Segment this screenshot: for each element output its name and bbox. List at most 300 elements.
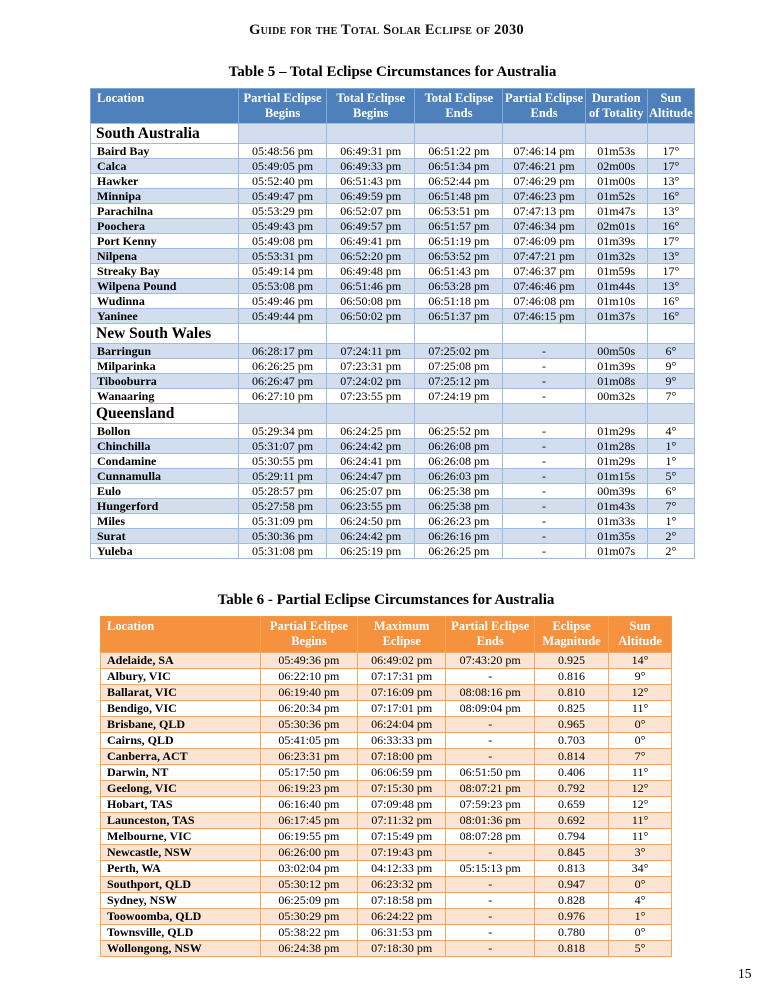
cell-value: 05:53:29 pm: [238, 204, 326, 219]
cell-value: 4°: [647, 424, 694, 439]
table-row: [91, 499, 695, 514]
cell-empty: [647, 404, 694, 424]
table6: [100, 616, 672, 957]
cell-location: Nilpena: [91, 249, 239, 264]
cell-value: 0.692: [534, 813, 608, 829]
cell-value: 06:52:44 pm: [415, 174, 503, 189]
column-header: Total Eclipse Begins: [327, 89, 415, 124]
cell-value: 05:41:05 pm: [260, 733, 357, 749]
cell-value: -: [503, 344, 585, 359]
cell-value: 07:46:46 pm: [503, 279, 585, 294]
column-header: Sun Altitude: [647, 89, 694, 124]
cell-value: 06:24:42 pm: [327, 439, 415, 454]
cell-value: 06:24:50 pm: [327, 514, 415, 529]
cell-value: 07:15:30 pm: [357, 781, 446, 797]
cell-value: 05:17:50 pm: [260, 765, 357, 781]
table-row: [91, 454, 695, 469]
table-row: [91, 309, 695, 324]
cell-location: Parachilna: [91, 204, 239, 219]
cell-value: 05:49:36 pm: [260, 653, 357, 669]
cell-value: -: [446, 925, 535, 941]
cell-location: Perth, WA: [101, 861, 261, 877]
cell-location: Surat: [91, 529, 239, 544]
cell-value: 06:51:50 pm: [446, 765, 535, 781]
cell-value: 06:50:02 pm: [327, 309, 415, 324]
cell-value: 12°: [609, 797, 672, 813]
cell-value: 06:53:51 pm: [415, 204, 503, 219]
cell-value: 06:26:25 pm: [415, 544, 503, 559]
cell-location: Poochera: [91, 219, 239, 234]
cell-value: 08:07:28 pm: [446, 829, 535, 845]
cell-value: 0.406: [534, 765, 608, 781]
cell-value: 0.794: [534, 829, 608, 845]
table-row: [101, 717, 672, 733]
cell-value: 01m35s: [585, 529, 647, 544]
cell-value: 06:25:07 pm: [327, 484, 415, 499]
cell-value: 01m37s: [585, 309, 647, 324]
cell-value: 1°: [647, 514, 694, 529]
cell-value: 4°: [609, 893, 672, 909]
cell-value: -: [446, 733, 535, 749]
cell-value: 07:23:55 pm: [327, 389, 415, 404]
cell-location: Wudinna: [91, 294, 239, 309]
cell-value: 17°: [647, 159, 694, 174]
cell-location: Yuleba: [91, 544, 239, 559]
cell-value: 05:27:58 pm: [238, 499, 326, 514]
table-row: [101, 685, 672, 701]
cell-value: -: [503, 544, 585, 559]
table-row: [101, 845, 672, 861]
cell-empty: [238, 324, 326, 344]
column-header: Maximum Eclipse: [357, 617, 446, 653]
cell-location: Milparinka: [91, 359, 239, 374]
cell-value: 05:49:05 pm: [238, 159, 326, 174]
cell-value: 05:30:36 pm: [260, 717, 357, 733]
cell-empty: [585, 404, 647, 424]
table-row: [101, 733, 672, 749]
cell-value: 0.825: [534, 701, 608, 717]
cell-value: -: [503, 499, 585, 514]
cell-location: Adelaide, SA: [101, 653, 261, 669]
cell-empty: [585, 124, 647, 144]
table-row: [101, 941, 672, 957]
cell-value: 16°: [647, 219, 694, 234]
cell-value: 06:24:47 pm: [327, 469, 415, 484]
cell-value: 05:30:55 pm: [238, 454, 326, 469]
table-row: [101, 925, 672, 941]
cell-location: Wilpena Pound: [91, 279, 239, 294]
cell-value: 02m00s: [585, 159, 647, 174]
column-header: Total Eclipse Ends: [415, 89, 503, 124]
cell-value: 06:24:04 pm: [357, 717, 446, 733]
cell-value: 07:25:02 pm: [415, 344, 503, 359]
cell-value: 08:09:04 pm: [446, 701, 535, 717]
cell-value: 08:08:16 pm: [446, 685, 535, 701]
column-header: Eclipse Magnitude: [534, 617, 608, 653]
cell-value: 06:51:37 pm: [415, 309, 503, 324]
cell-value: 9°: [647, 374, 694, 389]
section-label: New South Wales: [91, 324, 239, 344]
cell-value: 16°: [647, 189, 694, 204]
table-row: [101, 701, 672, 717]
cell-value: -: [503, 424, 585, 439]
cell-value: 00m50s: [585, 344, 647, 359]
cell-value: 7°: [647, 499, 694, 514]
cell-value: -: [503, 514, 585, 529]
cell-value: 06:16:40 pm: [260, 797, 357, 813]
cell-value: 01m33s: [585, 514, 647, 529]
cell-value: 06:25:38 pm: [415, 484, 503, 499]
cell-value: 5°: [609, 941, 672, 957]
cell-value: -: [446, 717, 535, 733]
table-row: [91, 144, 695, 159]
cell-value: 05:29:34 pm: [238, 424, 326, 439]
cell-value: 07:47:13 pm: [503, 204, 585, 219]
cell-value: 07:46:29 pm: [503, 174, 585, 189]
cell-location: Eulo: [91, 484, 239, 499]
cell-value: 06:26:03 pm: [415, 469, 503, 484]
cell-value: 07:17:31 pm: [357, 669, 446, 685]
cell-value: 06:20:34 pm: [260, 701, 357, 717]
table-row: [91, 249, 695, 264]
cell-value: 06:51:22 pm: [415, 144, 503, 159]
cell-value: 05:52:40 pm: [238, 174, 326, 189]
cell-value: 06:24:41 pm: [327, 454, 415, 469]
cell-value: 0.792: [534, 781, 608, 797]
cell-value: 11°: [609, 813, 672, 829]
cell-value: 06:26:25 pm: [238, 359, 326, 374]
cell-value: 06:52:20 pm: [327, 249, 415, 264]
cell-value: 07:25:08 pm: [415, 359, 503, 374]
cell-value: 3°: [609, 845, 672, 861]
cell-value: 0°: [609, 733, 672, 749]
cell-value: 06:51:43 pm: [327, 174, 415, 189]
cell-value: 05:49:14 pm: [238, 264, 326, 279]
table5-title: Table 5 – Total Eclipse Circumstances for Australia: [228, 64, 557, 80]
cell-value: 0.780: [534, 925, 608, 941]
cell-location: Cairns, QLD: [101, 733, 261, 749]
cell-value: 00m32s: [585, 389, 647, 404]
table-row: [101, 765, 672, 781]
cell-value: 01m43s: [585, 499, 647, 514]
cell-value: 34°: [609, 861, 672, 877]
cell-value: 05:15:13 pm: [446, 861, 535, 877]
cell-value: 06:17:45 pm: [260, 813, 357, 829]
cell-value: 03:02:04 pm: [260, 861, 357, 877]
cell-value: 08:01:36 pm: [446, 813, 535, 829]
cell-value: 06:51:43 pm: [415, 264, 503, 279]
cell-location: Port Kenny: [91, 234, 239, 249]
cell-value: 07:18:00 pm: [357, 749, 446, 765]
cell-value: 2°: [647, 529, 694, 544]
cell-location: Bollon: [91, 424, 239, 439]
table-row: [91, 204, 695, 219]
cell-value: 01m59s: [585, 264, 647, 279]
cell-value: 12°: [609, 781, 672, 797]
table-row: [91, 514, 695, 529]
table6-header-row: [101, 617, 672, 653]
cell-value: 07:18:30 pm: [357, 941, 446, 957]
cell-value: 06:25:19 pm: [327, 544, 415, 559]
page-header: Guide for the Total Solar Eclipse of 2030: [249, 22, 524, 38]
cell-value: 01m29s: [585, 454, 647, 469]
cell-empty: [327, 324, 415, 344]
cell-value: 00m39s: [585, 484, 647, 499]
table5-body: [91, 124, 695, 559]
cell-value: -: [446, 845, 535, 861]
column-header: Duration of Totality: [585, 89, 647, 124]
cell-value: 07:18:58 pm: [357, 893, 446, 909]
cell-value: 06:24:25 pm: [327, 424, 415, 439]
cell-value: 06:24:42 pm: [327, 529, 415, 544]
cell-value: 06:19:40 pm: [260, 685, 357, 701]
cell-value: 06:23:55 pm: [327, 499, 415, 514]
cell-empty: [647, 324, 694, 344]
cell-location: Hobart, TAS: [101, 797, 261, 813]
cell-value: 05:29:11 pm: [238, 469, 326, 484]
cell-location: Miles: [91, 514, 239, 529]
cell-value: 06:49:02 pm: [357, 653, 446, 669]
cell-value: 07:46:34 pm: [503, 219, 585, 234]
cell-value: 07:24:19 pm: [415, 389, 503, 404]
cell-value: -: [446, 909, 535, 925]
table-row: [101, 829, 672, 845]
cell-value: 11°: [609, 701, 672, 717]
table-row: [91, 294, 695, 309]
cell-value: 06:25:52 pm: [415, 424, 503, 439]
cell-empty: [415, 404, 503, 424]
cell-value: -: [503, 484, 585, 499]
cell-value: 01m53s: [585, 144, 647, 159]
cell-value: -: [446, 877, 535, 893]
table-row: [101, 813, 672, 829]
cell-value: 07:43:20 pm: [446, 653, 535, 669]
cell-value: 6°: [647, 484, 694, 499]
cell-location: Townsville, QLD: [101, 925, 261, 941]
cell-value: 0.976: [534, 909, 608, 925]
cell-value: 05:53:08 pm: [238, 279, 326, 294]
cell-value: -: [446, 669, 535, 685]
cell-value: 07:24:02 pm: [327, 374, 415, 389]
cell-value: 7°: [609, 749, 672, 765]
cell-location: Hungerford: [91, 499, 239, 514]
cell-value: 05:30:36 pm: [238, 529, 326, 544]
cell-value: 07:19:43 pm: [357, 845, 446, 861]
cell-value: 0.816: [534, 669, 608, 685]
cell-value: 06:50:08 pm: [327, 294, 415, 309]
cell-value: 9°: [609, 669, 672, 685]
cell-value: -: [503, 439, 585, 454]
section-row: [91, 324, 695, 344]
table-row: [91, 174, 695, 189]
table-row: [101, 861, 672, 877]
cell-value: 16°: [647, 294, 694, 309]
cell-value: 2°: [647, 544, 694, 559]
cell-value: 16°: [647, 309, 694, 324]
cell-value: 06:22:10 pm: [260, 669, 357, 685]
cell-location: Sydney, NSW: [101, 893, 261, 909]
cell-empty: [238, 404, 326, 424]
cell-location: Ballarat, VIC: [101, 685, 261, 701]
cell-value: 0.810: [534, 685, 608, 701]
cell-value: 06:51:48 pm: [415, 189, 503, 204]
cell-value: 17°: [647, 144, 694, 159]
table-row: [91, 279, 695, 294]
cell-value: 06:06:59 pm: [357, 765, 446, 781]
column-header: Partial Eclipse Ends: [503, 89, 585, 124]
table-row: [91, 234, 695, 249]
cell-empty: [415, 124, 503, 144]
table5-header-row: [91, 89, 695, 124]
table-row: [91, 159, 695, 174]
section-label: Queensland: [91, 404, 239, 424]
cell-value: 0.965: [534, 717, 608, 733]
cell-location: Southport, QLD: [101, 877, 261, 893]
cell-value: 06:51:57 pm: [415, 219, 503, 234]
cell-value: -: [503, 454, 585, 469]
cell-value: 05:31:08 pm: [238, 544, 326, 559]
cell-value: 06:27:10 pm: [238, 389, 326, 404]
cell-location: Barringun: [91, 344, 239, 359]
cell-value: 0°: [609, 717, 672, 733]
cell-value: 05:49:44 pm: [238, 309, 326, 324]
cell-value: 05:53:31 pm: [238, 249, 326, 264]
cell-value: 01m39s: [585, 359, 647, 374]
table-row: [91, 439, 695, 454]
table6-title: Table 6 - Partial Eclipse Circumstances for Australia: [217, 592, 555, 608]
column-header: Partial Eclipse Begins: [260, 617, 357, 653]
cell-value: 07:24:11 pm: [327, 344, 415, 359]
cell-value: 06:31:53 pm: [357, 925, 446, 941]
cell-value: 06:51:18 pm: [415, 294, 503, 309]
cell-location: Toowoomba, QLD: [101, 909, 261, 925]
cell-location: Albury, VIC: [101, 669, 261, 685]
cell-value: 07:46:37 pm: [503, 264, 585, 279]
cell-location: Chinchilla: [91, 439, 239, 454]
cell-location: Newcastle, NSW: [101, 845, 261, 861]
cell-value: 06:33:33 pm: [357, 733, 446, 749]
cell-value: 06:19:23 pm: [260, 781, 357, 797]
table-row: [91, 264, 695, 279]
cell-value: 0°: [609, 877, 672, 893]
cell-value: 06:49:41 pm: [327, 234, 415, 249]
cell-location: Yaninee: [91, 309, 239, 324]
cell-value: 5°: [647, 469, 694, 484]
cell-value: 01m07s: [585, 544, 647, 559]
cell-value: 0.925: [534, 653, 608, 669]
cell-value: 01m44s: [585, 279, 647, 294]
cell-location: Darwin, NT: [101, 765, 261, 781]
cell-value: 06:25:38 pm: [415, 499, 503, 514]
cell-value: 06:49:48 pm: [327, 264, 415, 279]
column-header: Partial Eclipse Begins: [238, 89, 326, 124]
cell-value: 13°: [647, 204, 694, 219]
cell-value: 06:51:34 pm: [415, 159, 503, 174]
table-row: [91, 389, 695, 404]
cell-value: -: [503, 374, 585, 389]
cell-value: 06:28:17 pm: [238, 344, 326, 359]
cell-value: 07:47:21 pm: [503, 249, 585, 264]
table-row: [101, 797, 672, 813]
cell-value: 06:49:59 pm: [327, 189, 415, 204]
cell-value: 05:30:29 pm: [260, 909, 357, 925]
cell-value: 06:51:19 pm: [415, 234, 503, 249]
cell-value: 05:28:57 pm: [238, 484, 326, 499]
cell-value: 07:11:32 pm: [357, 813, 446, 829]
cell-value: 05:30:12 pm: [260, 877, 357, 893]
cell-value: 13°: [647, 174, 694, 189]
table-row: [101, 893, 672, 909]
column-header: Partial Eclipse Ends: [446, 617, 535, 653]
cell-empty: [585, 324, 647, 344]
cell-value: 06:51:46 pm: [327, 279, 415, 294]
cell-value: 08:07:21 pm: [446, 781, 535, 797]
table-row: [91, 424, 695, 439]
cell-value: 12°: [609, 685, 672, 701]
cell-value: 06:26:47 pm: [238, 374, 326, 389]
table-row: [91, 189, 695, 204]
cell-empty: [503, 324, 585, 344]
cell-location: Condamine: [91, 454, 239, 469]
cell-value: 07:25:12 pm: [415, 374, 503, 389]
cell-location: Brisbane, QLD: [101, 717, 261, 733]
cell-value: 02m01s: [585, 219, 647, 234]
cell-empty: [415, 324, 503, 344]
cell-location: Wollongong, NSW: [101, 941, 261, 957]
cell-value: 06:19:55 pm: [260, 829, 357, 845]
cell-value: 01m10s: [585, 294, 647, 309]
table-row: [101, 909, 672, 925]
cell-value: 01m00s: [585, 174, 647, 189]
cell-value: 1°: [647, 439, 694, 454]
cell-location: Baird Bay: [91, 144, 239, 159]
cell-value: 13°: [647, 279, 694, 294]
cell-location: Melbourne, VIC: [101, 829, 261, 845]
cell-location: Streaky Bay: [91, 264, 239, 279]
cell-value: 07:46:14 pm: [503, 144, 585, 159]
cell-value: 01m39s: [585, 234, 647, 249]
cell-location: Canberra, ACT: [101, 749, 261, 765]
cell-value: 06:26:16 pm: [415, 529, 503, 544]
cell-value: 6°: [647, 344, 694, 359]
cell-value: -: [503, 389, 585, 404]
cell-value: 11°: [609, 765, 672, 781]
cell-location: Hawker: [91, 174, 239, 189]
cell-value: 01m52s: [585, 189, 647, 204]
cell-value: 07:15:49 pm: [357, 829, 446, 845]
table-row: [91, 219, 695, 234]
table-row: [101, 781, 672, 797]
cell-value: 01m28s: [585, 439, 647, 454]
cell-value: 05:49:47 pm: [238, 189, 326, 204]
cell-value: 07:46:08 pm: [503, 294, 585, 309]
cell-value: 07:46:15 pm: [503, 309, 585, 324]
cell-value: 06:49:57 pm: [327, 219, 415, 234]
cell-location: Bendigo, VIC: [101, 701, 261, 717]
cell-empty: [238, 124, 326, 144]
cell-location: Geelong, VIC: [101, 781, 261, 797]
cell-value: 1°: [609, 909, 672, 925]
cell-value: 07:59:23 pm: [446, 797, 535, 813]
cell-value: 06:53:52 pm: [415, 249, 503, 264]
cell-location: Minnipa: [91, 189, 239, 204]
cell-value: 07:17:01 pm: [357, 701, 446, 717]
cell-value: 06:26:00 pm: [260, 845, 357, 861]
cell-location: Wanaaring: [91, 389, 239, 404]
cell-location: Launceston, TAS: [101, 813, 261, 829]
cell-value: 05:31:07 pm: [238, 439, 326, 454]
table-row: [101, 669, 672, 685]
